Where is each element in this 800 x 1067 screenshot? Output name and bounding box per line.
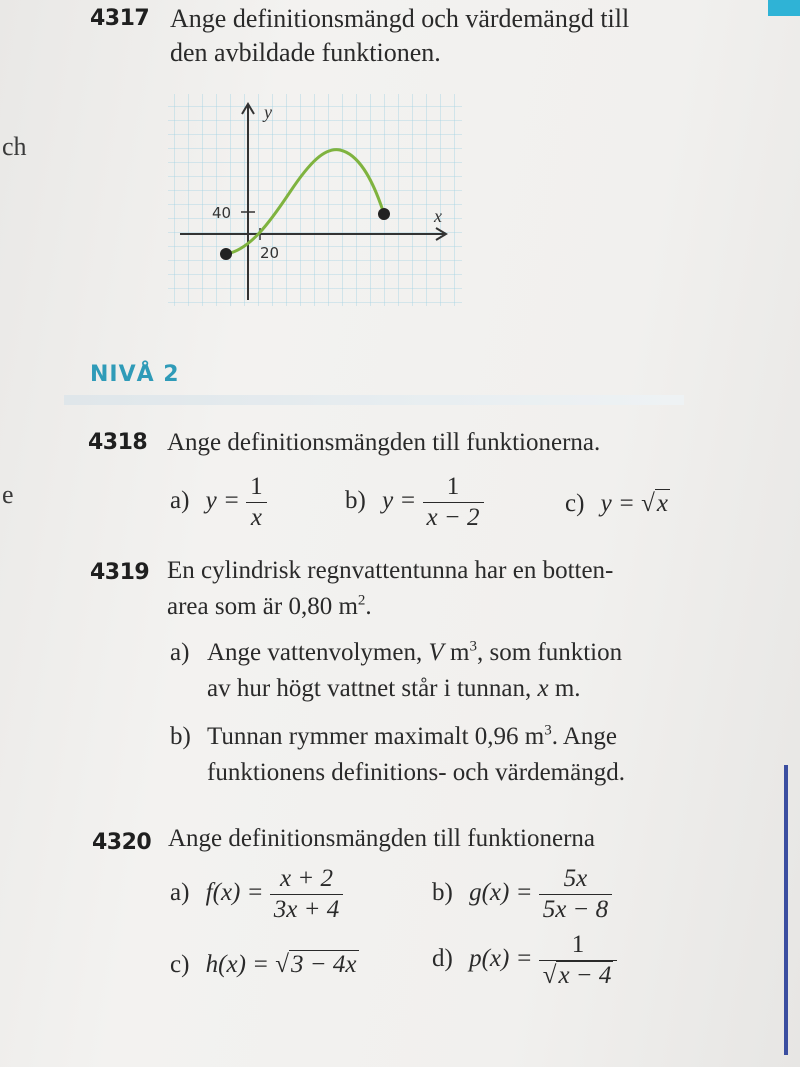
- y-tick-label: 40: [212, 204, 232, 222]
- square-root: √3 − 4x: [275, 951, 357, 978]
- problem-4319-b-line2: funktionens definitions- och värdemängd.: [207, 759, 625, 786]
- denominator: 5x − 8: [542, 896, 609, 923]
- problem-4318-c: [565, 487, 670, 521]
- problem-4320-c: [170, 948, 359, 982]
- equation-lhs: y =: [382, 487, 417, 515]
- problem-4319-a-label: a): [170, 639, 190, 666]
- page-edge-stripe: [784, 765, 788, 1055]
- part-label: d): [432, 945, 453, 973]
- function-graph: [160, 92, 470, 312]
- y-axis-label: y: [264, 102, 272, 122]
- fraction: [246, 472, 267, 533]
- curve-end-point: [378, 208, 390, 220]
- numerator: 1: [246, 472, 267, 503]
- numerator: 1: [423, 472, 484, 503]
- x-axis-label: x: [434, 206, 442, 226]
- x-tick-label: 20: [260, 244, 280, 262]
- problem-4317-line2: den avbildade funktionen.: [170, 38, 441, 67]
- denominator: x: [250, 504, 262, 531]
- problem-4318-a: [170, 472, 267, 533]
- problem-4319-b-label: b): [170, 723, 191, 750]
- problem-4319-a-line1: Ange vattenvolymen, V $m^3$, som funktion: [207, 638, 623, 666]
- numerator: x + 2: [270, 864, 343, 895]
- radicand: x − 4: [558, 962, 612, 989]
- part-label: c): [170, 951, 190, 978]
- square-root: √x − 4: [542, 962, 612, 989]
- part-label: a): [170, 879, 190, 907]
- problem-4320-a: [170, 864, 343, 925]
- fraction: [539, 864, 612, 925]
- problem-number-4320: 4320: [92, 830, 152, 855]
- square-root: √x: [641, 490, 668, 517]
- equation-lhs: g(x) =: [469, 879, 533, 907]
- level-band: [64, 395, 684, 405]
- problem-4320-b: [432, 864, 612, 925]
- denominator: 3x + 4: [273, 896, 340, 923]
- equation-lhs: h(x) =: [205, 951, 270, 978]
- problem-4317-line1: Ange definitionsmängd och värdemängd till: [170, 4, 630, 33]
- problem-4318-b: [345, 472, 484, 533]
- part-label: b): [345, 487, 366, 515]
- margin-fragment-ch: ch: [2, 132, 27, 161]
- graph-grid: [168, 94, 462, 306]
- problem-4319-line1: En cylindrisk regnvattentunna har en botten-: [167, 557, 614, 584]
- equation-lhs: y =: [600, 490, 635, 517]
- denominator: x − 2: [426, 504, 480, 531]
- curve-start-point: [220, 248, 232, 260]
- problem-number-4317: 4317: [90, 6, 150, 31]
- numerator: 5x: [539, 864, 612, 895]
- problem-number-4319: 4319: [90, 560, 150, 585]
- fraction: [539, 930, 618, 991]
- radicand: 3 − 4x: [291, 951, 357, 978]
- numerator: 1: [539, 930, 618, 961]
- fraction: [270, 864, 343, 925]
- part-label: c): [565, 490, 585, 517]
- equation-lhs: y =: [205, 487, 240, 515]
- radicand: x: [656, 490, 668, 517]
- problem-4319-a-line2: av hur högt vattnet står i tunnan, x m.: [207, 675, 581, 702]
- fraction: [423, 472, 484, 533]
- equation-lhs: f(x) =: [205, 879, 264, 907]
- margin-fragment-e: e: [2, 480, 14, 509]
- equation-lhs: p(x) =: [469, 945, 533, 973]
- problem-4319-line2: area som är 0,80 $m^2$.: [167, 592, 372, 620]
- problem-number-4318: 4318: [88, 430, 148, 455]
- denominator: [539, 961, 618, 991]
- problem-4320-text: Ange definitionsmängden till funktionerna: [168, 825, 595, 852]
- problem-4320-d: [432, 930, 617, 991]
- level-heading: NIVÅ 2: [90, 362, 180, 387]
- problem-4318-text: Ange definitionsmängden till funktionerna.: [167, 429, 601, 456]
- page-tab-marker: [768, 0, 800, 16]
- part-label: b): [432, 879, 453, 907]
- problem-4319-b-line1: Tunnan rymmer maximalt 0,96 $m^3$. Ange: [207, 722, 618, 750]
- part-label: a): [170, 487, 190, 515]
